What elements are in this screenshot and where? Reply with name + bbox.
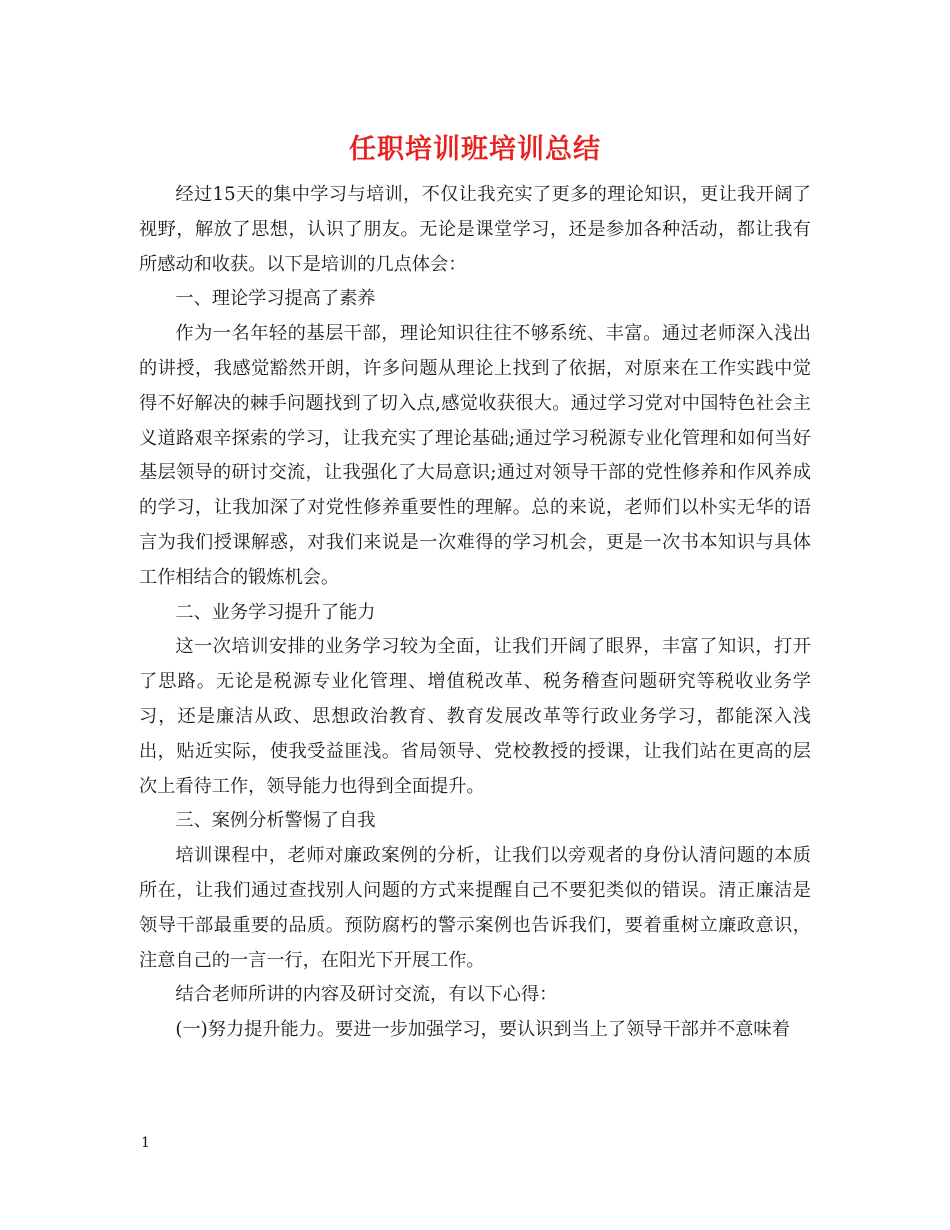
- section-heading-3: 三、案例分析警惕了自我: [175, 810, 376, 832]
- intro-paragraph: 经过15天的集中学习与培训，不仅让我充实了更多的理论知识，更让我开阔了视野，解放了思想，认识了朋友。无论是课堂学习，还是参加各种活动，都让我有所感动和收获。以下是培训的几点体会：: [139, 184, 811, 275]
- summary-item-1: (一)努力提升能力。要进一步加强学习，要认识到当上了领导干部并不意味着: [175, 1019, 790, 1041]
- document-body: [139, 178, 811, 1048]
- page-number: 1: [141, 1135, 150, 1151]
- section-paragraph-3: 培训课程中，老师对廉政案例的分析，让我们以旁观者的身份认清问题的本质所在，让我们通过查找别人问题的方式来提醒自己不要犯类似的错误。清正廉洁是领导干部最重要的品质。预防腐朽的警示案例也告诉我们，要着重树立廉政意识，注意自己的一言一行，在阳光下开展工作。: [139, 845, 811, 971]
- section-heading-1: 一、理论学习提高了素养: [175, 288, 376, 310]
- summary-lead-paragraph: 结合老师所讲的内容及研讨交流，有以下心得：: [175, 984, 558, 1006]
- section-paragraph-2: 这一次培训安排的业务学习较为全面，让我们开阔了眼界，丰富了知识，打开了思路。无论是税源专业化管理、增值税改革、税务稽查问题研究等税收业务学习，还是廉洁从政、思想政治教育、教育发展改革等行政业务学习，都能深入浅出，贴近实际，使我受益匪浅。省局领导、党校教授的授课，让我们站在更高的层次上看待工作，领导能力也得到全面提升。: [139, 636, 811, 797]
- document-title: 任职培训班培训总结: [349, 134, 601, 165]
- section-heading-2: 二、业务学习提升了能力: [175, 601, 376, 623]
- section-paragraph-1: 作为一名年轻的基层干部，理论知识往往不够系统、丰富。通过老师深入浅出的讲授，我感觉豁然开朗，许多问题从理论上找到了依据，对原来在工作实践中觉得不好解决的棘手问题找到了切入点,感觉收获很大。通过学习党对中国特色社会主义道路艰辛探索的学习，让我充实了理论基础;通过学习税源专业化管理和如何当好基层领导的研讨交流，让我强化了大局意识;通过对领导干部的党性修养和作风养成的学习，让我加深了对党性修养重要性的理解。总的来说，老师们以朴实无华的语言为我们授课解惑，对我们来说是一次难得的学习机会，更是一次书本知识与具体工作相结合的锻炼机会。: [139, 323, 811, 588]
